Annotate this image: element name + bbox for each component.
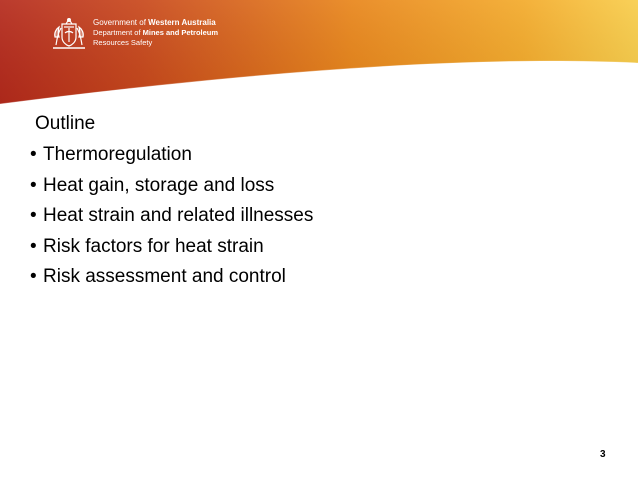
bullet-icon: • xyxy=(30,235,37,257)
bullet-item: • Heat gain, storage and loss xyxy=(30,173,590,204)
bullet-item: • Heat strain and related illnesses xyxy=(30,203,590,234)
bullet-icon: • xyxy=(30,205,37,226)
government-header xyxy=(93,18,218,48)
government-line: Government of Western Australia xyxy=(93,18,216,27)
bullet-icon: • xyxy=(30,144,37,165)
page-number: 3 xyxy=(600,449,606,460)
slide-heading: Outline xyxy=(35,113,96,134)
bullet-list xyxy=(30,142,590,295)
bullet-item: • Risk assessment and control xyxy=(30,264,590,295)
header-banner xyxy=(0,0,638,112)
bullet-icon: • xyxy=(30,174,37,196)
division-line: Resources Safety xyxy=(93,38,153,47)
bullet-item: • Thermoregulation xyxy=(30,142,590,173)
slide-content xyxy=(30,112,590,295)
department-line: Department of Mines and Petroleum xyxy=(93,28,219,37)
bullet-icon: • xyxy=(30,266,37,287)
bullet-item: • Risk factors for heat strain xyxy=(30,234,590,265)
banner-graphic xyxy=(0,0,638,112)
coat-of-arms-logo xyxy=(50,15,88,51)
